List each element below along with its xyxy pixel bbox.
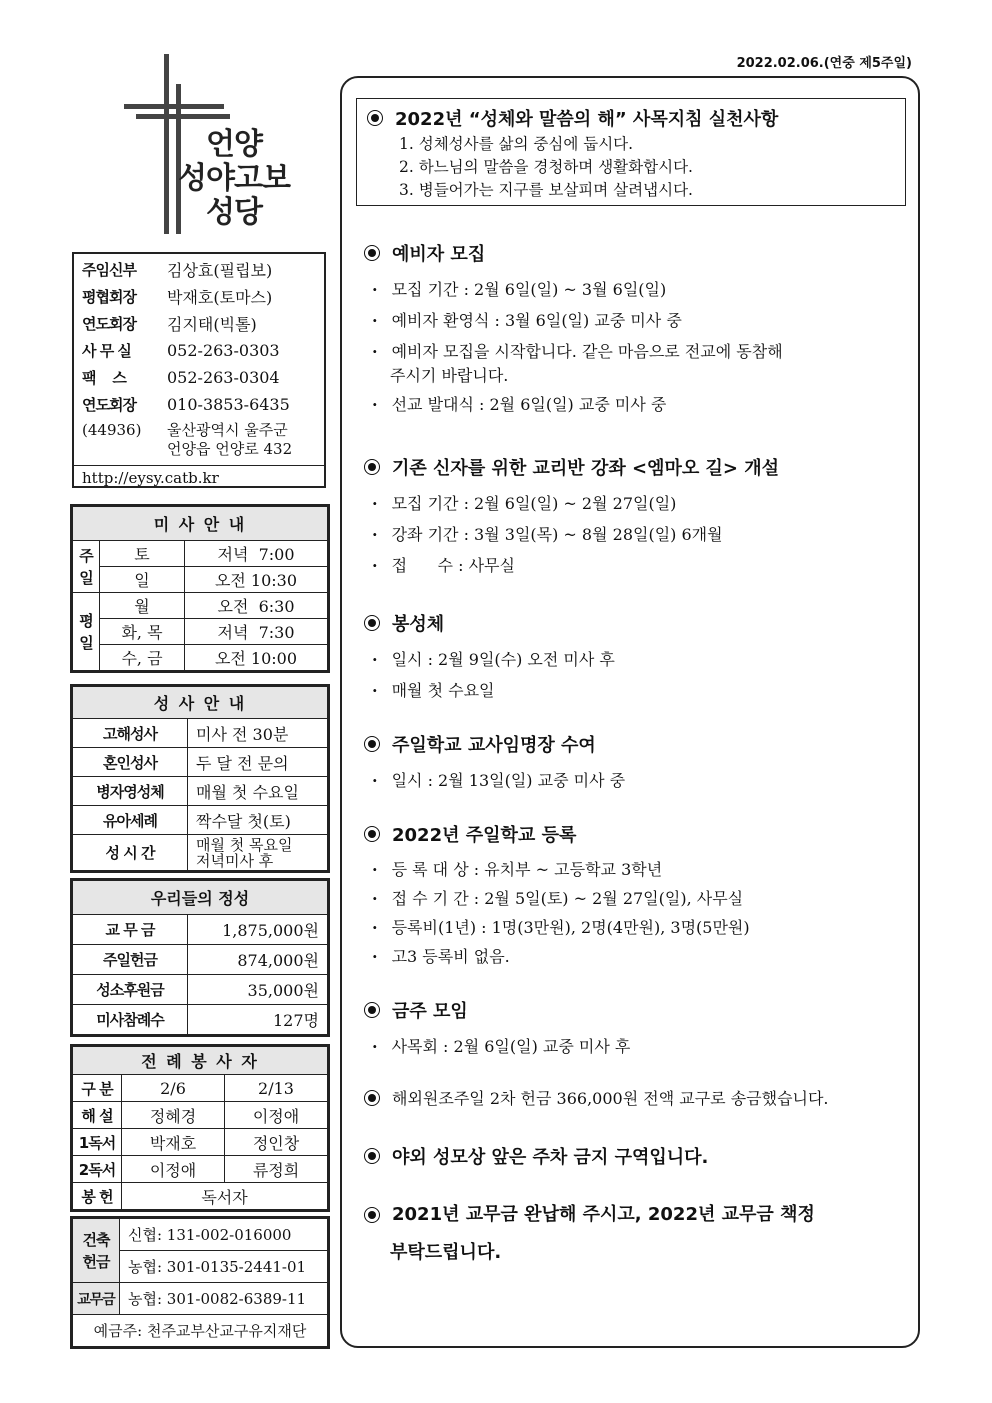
logo-line-3: 성당	[205, 195, 262, 230]
info-row: 사 무 실 052-263-0303	[82, 341, 280, 360]
section-teachers: 주일학교 교사임명장 수여 · 일시 : 2월 13일(일) 교중 미사 중	[364, 731, 904, 796]
table-title: 성 사 안 내	[73, 687, 328, 719]
parking-notice: 야외 성모상 앞은 주차 금지 구역입니다.	[364, 1143, 904, 1177]
list-item: · 모집 기간 : 2월 6일(일) ~ 2월 27일(일)	[364, 488, 904, 519]
sacrament-table: 성 사 안 내 고해성사 미사 전 30분 혼인성사 두 달 전 문의 병자영성체 매월 첫 수요일 유아세례 짝수달 첫(토) 성 시 간 매월 첫 목요일 저녁미사 후	[72, 686, 328, 871]
section-school: 2022년 주일학교 등록 · 등 록 대 상 : 유치부 ~ 고등학교 3학년 · 접 수 기 간 : 2월 5일(토) ~ 2월 27일(일), 사무실 · 등록비(1년) : 1명(3만원), 2명(4만원), 3명(5만원) · 고3 등록비 없음.	[364, 821, 904, 971]
parish-info	[72, 252, 326, 488]
info-row: 팩 스 052-263-0304	[82, 368, 280, 387]
section-meeting: 금주 모임 · 사목회 : 2월 6일(일) 교중 미사 후	[364, 997, 904, 1062]
list-item: · 등록비(1년) : 1명(3만원), 2명(4만원), 3명(5만원)	[364, 913, 904, 942]
list-item: · 일시 : 2월 13일(일) 교중 미사 중	[364, 765, 904, 796]
bullet-icon	[364, 615, 380, 631]
info-row: 연도회장 김지태(빅톨)	[82, 315, 257, 334]
address: (44936) 울산광역시 울주군 언양읍 언양로 432	[82, 421, 293, 458]
logo-line-2: 성야고보	[178, 161, 290, 196]
website-link[interactable]: http://eysy.catb.kr	[74, 465, 324, 487]
list-item-continuation: 주시기 바랍니다.	[390, 366, 509, 385]
list-item: 3. 병들어가는 지구를 보살피며 살려냅시다.	[399, 181, 693, 199]
bullet-icon	[364, 1207, 380, 1223]
accounts-table: 건축 헌금 신협: 131-002-016000 농협: 301-0135-2441-01 교무금 농협: 301-0082-6389-11 예금주: 천주교부산교구유지재단	[72, 1218, 328, 1347]
bullet-icon	[364, 459, 380, 475]
list-item: · 모집 기간 : 2월 6일(일) ~ 3월 6일(일)	[364, 274, 904, 305]
list-item: · 사목회 : 2월 6일(일) 교중 미사 후	[364, 1031, 904, 1062]
logo-line-1: 언양	[205, 127, 262, 162]
table-title: 전 례 봉 사 자	[73, 1047, 328, 1075]
bullet-icon	[364, 1090, 380, 1106]
servers-table: 전 례 봉 사 자 구 분 2/6 2/13 해 설 정혜경 이정애 1독서 박재호 정인창 2독서 이정애 류정희 봉 헌 독서자	[72, 1046, 328, 1210]
info-row: 연도회장 010-3853-6435	[82, 395, 290, 414]
bullet-icon	[367, 110, 383, 126]
list-item: 2. 하느님의 말씀을 경청하며 생활화합시다.	[399, 158, 693, 176]
overseas-notice: 해외원조주일 2차 헌금 366,000원 전액 교구로 송금했습니다.	[364, 1086, 904, 1117]
section-communion: 봉성체 · 일시 : 2월 9일(수) 오전 미사 후 · 매월 첫 수요일	[364, 610, 904, 706]
list-item: · 등 록 대 상 : 유치부 ~ 고등학교 3학년	[364, 855, 904, 884]
info-row: 주임신부 김상효(필립보)	[82, 261, 273, 280]
list-item: · 선교 발대식 : 2월 6일(일) 교중 미사 중	[364, 389, 904, 420]
list-item: · 강좌 기간 : 3월 3일(목) ~ 8월 28일(일) 6개월	[364, 519, 904, 550]
list-item: · 매월 첫 수요일	[364, 675, 904, 706]
info-row: 평협회장 박재호(토마스)	[82, 288, 273, 307]
section-catechumen: 예비자 모집 · 모집 기간 : 2월 6일(일) ~ 3월 6일(일) · 예비자 환영식 : 3월 6일(일) 교중 미사 중 · 예비자 모집을 시작합니다. 같은 마음으로 전교에 동참해 주시기 바랍니다. · 선교 발대식 : 2월 6일(일) 교중 미사 중	[364, 240, 904, 420]
list-item: · 예비자 모집을 시작합니다. 같은 마음으로 전교에 동참해	[364, 336, 904, 367]
list-item: · 접 수 기 간 : 2월 5일(토) ~ 2월 27일(일), 사무실	[364, 884, 904, 913]
list-item: · 접 수 : 사무실	[364, 550, 904, 581]
mass-schedule-table: 미 사 안 내 주일 토 저녁 7:00 일 오전 10:30 평일 월 오전 6:30 화, 목 저녁 7:30 수, 금 오전 10:00	[72, 506, 328, 671]
list-item: · 예비자 환영식 : 3월 6일(일) 교중 미사 중	[364, 305, 904, 336]
list-item: 1. 성체성사를 삶의 중심에 둡시다.	[399, 135, 634, 153]
table-title: 우리들의 정성	[73, 881, 328, 915]
kyomu-notice: 2021년 교무금 완납해 주시고, 2022년 교무금 책정 부탁드립니다.	[364, 1200, 904, 1268]
bullet-icon	[364, 1148, 380, 1164]
bulletin-date: 2022.02.06.(연중 제5주일)	[736, 56, 912, 71]
pastoral-guidelines: 2022년 “성체와 말씀의 해” 사목지침 실천사항 1. 성체성사를 삶의 중심에 둡시다. 2. 하느님의 말씀을 경청하며 생활화합시다. 3. 병들어가는 지구를 보살피며 살려냅시다.	[356, 98, 906, 206]
table-title: 미 사 안 내	[73, 507, 328, 541]
section-emmaus: 기존 신자를 위한 교리반 강좌 <엠마오 길> 개설 · 모집 기간 : 2월 6일(일) ~ 2월 27일(일) · 강좌 기간 : 3월 3일(목) ~ 8월 28일(일) 6개월 · 접 수 : 사무실	[364, 454, 904, 581]
bullet-icon	[364, 736, 380, 752]
parish-logo	[120, 50, 320, 240]
list-item: · 고3 등록비 없음.	[364, 942, 904, 971]
bullet-icon	[364, 245, 380, 261]
offering-table: 우리들의 정성 교 무 금 1,875,000원 주일헌금 874,000원 성소후원금 35,000원 미사참례수 127명	[72, 880, 328, 1035]
sunday-label: 주일	[73, 541, 100, 593]
bullet-icon	[364, 1002, 380, 1018]
list-item: · 일시 : 2월 9일(수) 오전 미사 후	[364, 644, 904, 675]
bullet-icon	[364, 826, 380, 842]
weekday-label: 평일	[73, 593, 100, 671]
